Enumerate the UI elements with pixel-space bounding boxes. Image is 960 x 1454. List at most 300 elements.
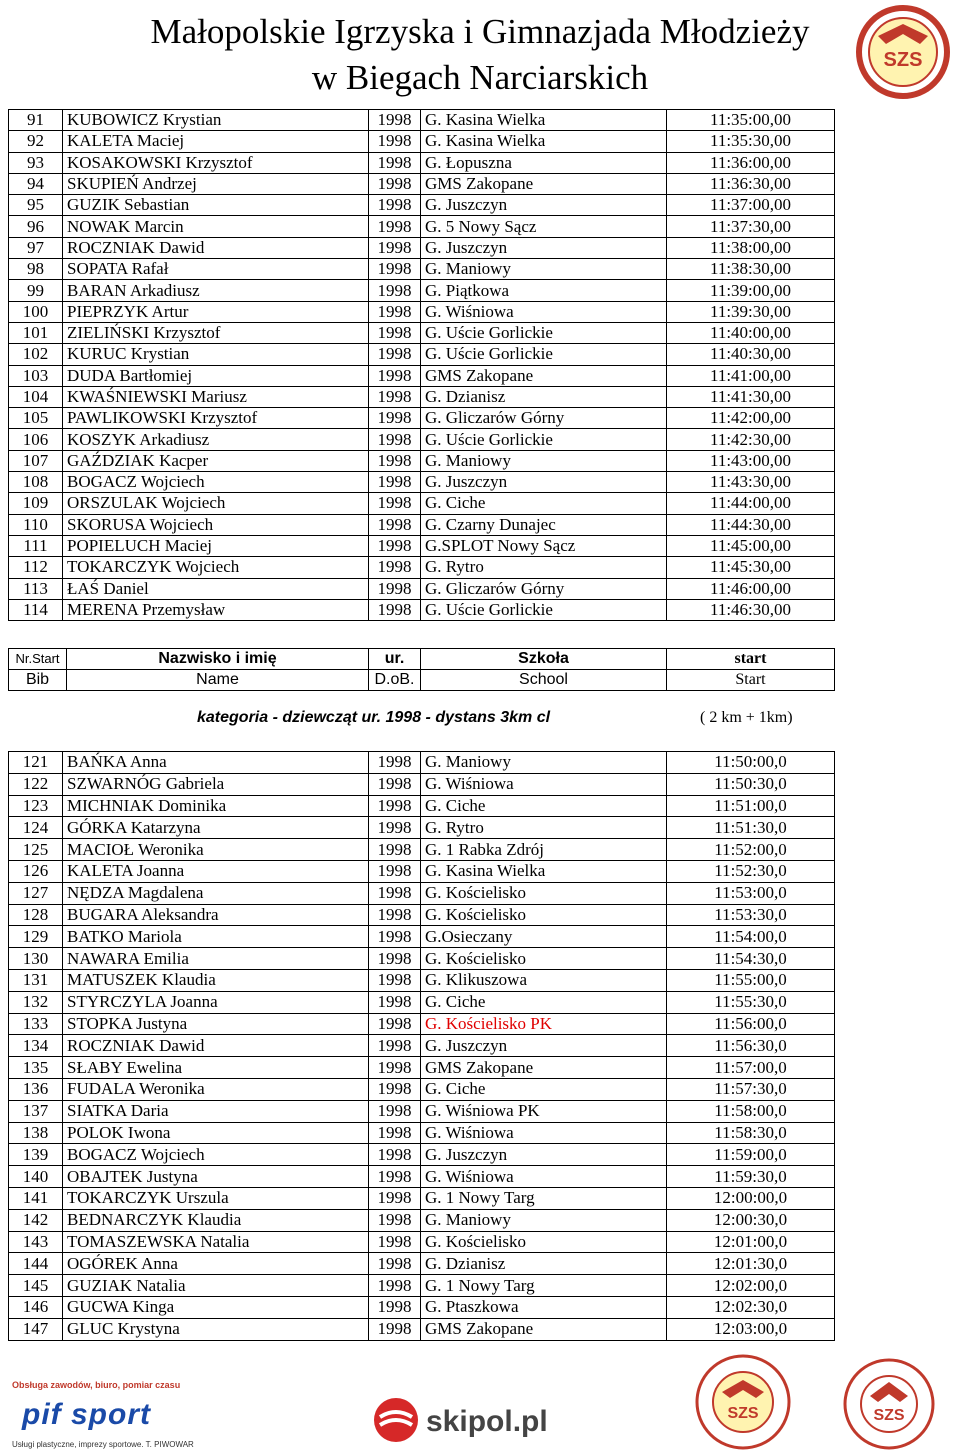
year-cell: 1998 bbox=[369, 773, 421, 795]
school-cell: G. Klikuszowa bbox=[421, 969, 667, 991]
bib-cell: 123 bbox=[9, 795, 63, 817]
school-cell: G. Wiśniowa bbox=[421, 301, 667, 322]
name-cell: OBAJTEK Justyna bbox=[63, 1166, 369, 1188]
school-cell: G. Ciche bbox=[421, 991, 667, 1013]
bib-cell: 97 bbox=[9, 237, 63, 258]
year-cell: 1998 bbox=[369, 493, 421, 514]
year-cell: 1998 bbox=[369, 1144, 421, 1166]
table-row bbox=[9, 301, 835, 322]
bib-cell: 127 bbox=[9, 882, 63, 904]
header-start-en: Start bbox=[667, 670, 835, 691]
bib-cell: 108 bbox=[9, 472, 63, 493]
school-cell: G. Juszczyn bbox=[421, 1144, 667, 1166]
name-cell: BAŃKA Anna bbox=[63, 752, 369, 774]
bib-cell: 139 bbox=[9, 1144, 63, 1166]
name-cell: KOSZYK Arkadiusz bbox=[63, 429, 369, 450]
table-row bbox=[9, 110, 835, 131]
year-cell: 1998 bbox=[369, 882, 421, 904]
school-cell: G. Uście Gorlickie bbox=[421, 429, 667, 450]
school-cell: G. Łopuszna bbox=[421, 152, 667, 173]
pif-sport-subtitle: Usługi plastyczne, imprezy sportowe. T. PIWOWAR bbox=[12, 1440, 194, 1449]
bib-cell: 128 bbox=[9, 904, 63, 926]
bib-cell: 101 bbox=[9, 322, 63, 343]
start-time-cell: 11:56:30,0 bbox=[667, 1035, 835, 1057]
year-cell: 1998 bbox=[369, 1057, 421, 1079]
table-row bbox=[9, 322, 835, 343]
name-cell: STOPKA Justyna bbox=[63, 1013, 369, 1035]
school-cell: G. Ciche bbox=[421, 493, 667, 514]
year-cell: 1998 bbox=[369, 1209, 421, 1231]
table-row bbox=[9, 1057, 835, 1079]
year-cell: 1998 bbox=[369, 752, 421, 774]
year-cell: 1998 bbox=[369, 1231, 421, 1253]
name-cell: BEDNARCZYK Klaudia bbox=[63, 1209, 369, 1231]
year-cell: 1998 bbox=[369, 408, 421, 429]
school-cell: G. 5 Nowy Sącz bbox=[421, 216, 667, 237]
start-time-cell: 11:54:00,0 bbox=[667, 926, 835, 948]
table-row bbox=[9, 216, 835, 237]
year-cell: 1998 bbox=[369, 599, 421, 620]
bib-cell: 96 bbox=[9, 216, 63, 237]
table-row bbox=[9, 259, 835, 280]
table-row bbox=[9, 773, 835, 795]
bib-cell: 132 bbox=[9, 991, 63, 1013]
table-row bbox=[9, 1318, 835, 1340]
name-cell: MATUSZEK Klaudia bbox=[63, 969, 369, 991]
name-cell: TOKARCZYK Wojciech bbox=[63, 557, 369, 578]
year-cell: 1998 bbox=[369, 860, 421, 882]
table-row bbox=[9, 344, 835, 365]
bib-cell: 94 bbox=[9, 173, 63, 194]
table-row bbox=[9, 557, 835, 578]
year-cell: 1998 bbox=[369, 216, 421, 237]
name-cell: GUZIAK Natalia bbox=[63, 1275, 369, 1297]
start-time-cell: 11:46:00,00 bbox=[667, 578, 835, 599]
table-row bbox=[9, 131, 835, 152]
start-time-cell: 11:51:00,0 bbox=[667, 795, 835, 817]
name-cell: DUDA Bartłomiej bbox=[63, 365, 369, 386]
start-time-cell: 11:53:30,0 bbox=[667, 904, 835, 926]
start-time-cell: 11:59:30,0 bbox=[667, 1166, 835, 1188]
table-row bbox=[9, 578, 835, 599]
school-cell: G. Kasina Wielka bbox=[421, 860, 667, 882]
year-cell: 1998 bbox=[369, 1275, 421, 1297]
header-name-en: Name bbox=[67, 670, 369, 691]
table-row bbox=[9, 1231, 835, 1253]
start-time-cell: 11:43:00,00 bbox=[667, 450, 835, 471]
table-row bbox=[9, 450, 835, 471]
year-cell: 1998 bbox=[369, 904, 421, 926]
table-row bbox=[9, 795, 835, 817]
start-time-cell: 11:56:00,0 bbox=[667, 1013, 835, 1035]
start-time-cell: 12:02:30,0 bbox=[667, 1296, 835, 1318]
results-table-boys bbox=[8, 109, 835, 621]
szs-badge-right bbox=[826, 1352, 952, 1452]
start-time-cell: 11:54:30,0 bbox=[667, 948, 835, 970]
table-row bbox=[9, 493, 835, 514]
school-cell: G. Dzianisz bbox=[421, 386, 667, 407]
bib-cell: 114 bbox=[9, 599, 63, 620]
school-cell: G. Ciche bbox=[421, 795, 667, 817]
school-cell: G. Maniowy bbox=[421, 752, 667, 774]
name-cell: ŁAŚ Daniel bbox=[63, 578, 369, 599]
year-cell: 1998 bbox=[369, 1296, 421, 1318]
start-time-cell: 11:45:30,00 bbox=[667, 557, 835, 578]
year-cell: 1998 bbox=[369, 926, 421, 948]
table-row bbox=[9, 926, 835, 948]
year-cell: 1998 bbox=[369, 344, 421, 365]
start-time-cell: 11:46:30,00 bbox=[667, 599, 835, 620]
name-cell: PIEPRZYK Artur bbox=[63, 301, 369, 322]
table-row bbox=[9, 472, 835, 493]
bib-cell: 138 bbox=[9, 1122, 63, 1144]
start-time-cell: 12:00:00,0 bbox=[667, 1187, 835, 1209]
start-time-cell: 12:03:00,0 bbox=[667, 1318, 835, 1340]
start-time-cell: 11:37:30,00 bbox=[667, 216, 835, 237]
year-cell: 1998 bbox=[369, 1100, 421, 1122]
school-cell: G. Ciche bbox=[421, 1078, 667, 1100]
table-row bbox=[9, 817, 835, 839]
bib-cell: 142 bbox=[9, 1209, 63, 1231]
category-label: kategoria - dziewcząt ur. 1998 - dystans 3km cl bbox=[197, 709, 551, 726]
table-row bbox=[9, 408, 835, 429]
year-cell: 1998 bbox=[369, 1013, 421, 1035]
school-cell: G. Maniowy bbox=[421, 1209, 667, 1231]
start-time-cell: 11:52:30,0 bbox=[667, 860, 835, 882]
name-cell: POLOK Iwona bbox=[63, 1122, 369, 1144]
name-cell: KURUC Krystian bbox=[63, 344, 369, 365]
table-row bbox=[9, 752, 835, 774]
year-cell: 1998 bbox=[369, 1253, 421, 1275]
start-time-cell: 11:44:30,00 bbox=[667, 514, 835, 535]
bib-cell: 136 bbox=[9, 1078, 63, 1100]
results-table-girls bbox=[8, 751, 835, 1341]
table-row bbox=[9, 1209, 835, 1231]
bib-cell: 124 bbox=[9, 817, 63, 839]
name-cell: TOMASZEWSKA Natalia bbox=[63, 1231, 369, 1253]
bib-cell: 137 bbox=[9, 1100, 63, 1122]
bib-cell: 100 bbox=[9, 301, 63, 322]
year-cell: 1998 bbox=[369, 301, 421, 322]
school-cell: G. Uście Gorlickie bbox=[421, 322, 667, 343]
table-row bbox=[9, 1253, 835, 1275]
school-cell: G. Wiśniowa bbox=[421, 1166, 667, 1188]
start-time-cell: 11:40:30,00 bbox=[667, 344, 835, 365]
start-time-cell: 11:50:00,0 bbox=[667, 752, 835, 774]
year-cell: 1998 bbox=[369, 152, 421, 173]
year-cell: 1998 bbox=[369, 429, 421, 450]
table-row bbox=[9, 948, 835, 970]
table-row bbox=[9, 1078, 835, 1100]
name-cell: SKORUSA Wojciech bbox=[63, 514, 369, 535]
name-cell: GUCWA Kinga bbox=[63, 1296, 369, 1318]
start-time-cell: 11:35:00,00 bbox=[667, 110, 835, 131]
table-row bbox=[9, 860, 835, 882]
school-cell: G. Juszczyn bbox=[421, 472, 667, 493]
start-time-cell: 11:58:00,0 bbox=[667, 1100, 835, 1122]
bib-cell: 111 bbox=[9, 535, 63, 556]
table-row bbox=[9, 882, 835, 904]
year-cell: 1998 bbox=[369, 557, 421, 578]
bib-cell: 121 bbox=[9, 752, 63, 774]
bib-cell: 109 bbox=[9, 493, 63, 514]
name-cell: ROCZNIAK Dawid bbox=[63, 1035, 369, 1057]
year-cell: 1998 bbox=[369, 839, 421, 861]
start-time-cell: 11:36:00,00 bbox=[667, 152, 835, 173]
name-cell: KALETA Maciej bbox=[63, 131, 369, 152]
pif-sport-logo: pif sport bbox=[22, 1398, 151, 1431]
start-time-cell: 11:44:00,00 bbox=[667, 493, 835, 514]
table-row bbox=[9, 237, 835, 258]
bib-cell: 103 bbox=[9, 365, 63, 386]
year-cell: 1998 bbox=[369, 195, 421, 216]
school-cell: G. Czarny Dunajec bbox=[421, 514, 667, 535]
bib-cell: 125 bbox=[9, 839, 63, 861]
year-cell: 1998 bbox=[369, 1122, 421, 1144]
bib-cell: 135 bbox=[9, 1057, 63, 1079]
school-cell: G. Dzianisz bbox=[421, 1253, 667, 1275]
column-header-row-pl bbox=[9, 649, 835, 670]
school-cell: G. Kościelisko bbox=[421, 904, 667, 926]
name-cell: ZIELIŃSKI Krzysztof bbox=[63, 322, 369, 343]
year-cell: 1998 bbox=[369, 280, 421, 301]
szs-badge-left bbox=[680, 1348, 806, 1452]
school-cell: GMS Zakopane bbox=[421, 1057, 667, 1079]
name-cell: KUBOWICZ Krystian bbox=[63, 110, 369, 131]
table-row bbox=[9, 991, 835, 1013]
table-row bbox=[9, 365, 835, 386]
bib-cell: 99 bbox=[9, 280, 63, 301]
year-cell: 1998 bbox=[369, 173, 421, 194]
name-cell: GÓRKA Katarzyna bbox=[63, 817, 369, 839]
bib-cell: 106 bbox=[9, 429, 63, 450]
bib-cell: 92 bbox=[9, 131, 63, 152]
bib-cell: 107 bbox=[9, 450, 63, 471]
start-time-cell: 11:41:30,00 bbox=[667, 386, 835, 407]
school-cell: G.SPLOT Nowy Sącz bbox=[421, 535, 667, 556]
start-time-cell: 12:00:30,0 bbox=[667, 1209, 835, 1231]
name-cell: BARAN Arkadiusz bbox=[63, 280, 369, 301]
school-cell: G. Wiśniowa PK bbox=[421, 1100, 667, 1122]
year-cell: 1998 bbox=[369, 1078, 421, 1100]
header-dob-en: D.oB. bbox=[369, 670, 421, 691]
start-time-cell: 11:50:30,0 bbox=[667, 773, 835, 795]
year-cell: 1998 bbox=[369, 1187, 421, 1209]
table-row bbox=[9, 152, 835, 173]
school-cell: GMS Zakopane bbox=[421, 173, 667, 194]
name-cell: MACIOŁ Weronika bbox=[63, 839, 369, 861]
year-cell: 1998 bbox=[369, 817, 421, 839]
start-time-cell: 11:52:00,0 bbox=[667, 839, 835, 861]
year-cell: 1998 bbox=[369, 322, 421, 343]
school-cell: G. Kościelisko PK bbox=[421, 1013, 667, 1035]
school-cell: G. Kasina Wielka bbox=[421, 110, 667, 131]
year-cell: 1998 bbox=[369, 386, 421, 407]
badge-left-text: SZS bbox=[727, 1405, 759, 1422]
name-cell: BUGARA Aleksandra bbox=[63, 904, 369, 926]
header-bib-pl: Nr.Start bbox=[9, 649, 67, 670]
bib-cell: 104 bbox=[9, 386, 63, 407]
school-cell: G. Uście Gorlickie bbox=[421, 599, 667, 620]
bib-cell: 112 bbox=[9, 557, 63, 578]
skipol-logo-text: skipol.pl bbox=[426, 1405, 548, 1438]
table-row bbox=[9, 1187, 835, 1209]
start-time-cell: 11:59:00,0 bbox=[667, 1144, 835, 1166]
bib-cell: 102 bbox=[9, 344, 63, 365]
table-row bbox=[9, 969, 835, 991]
school-cell: G. Kościelisko bbox=[421, 948, 667, 970]
year-cell: 1998 bbox=[369, 237, 421, 258]
name-cell: TOKARCZYK Urszula bbox=[63, 1187, 369, 1209]
year-cell: 1998 bbox=[369, 795, 421, 817]
name-cell: PAWLIKOWSKI Krzysztof bbox=[63, 408, 369, 429]
year-cell: 1998 bbox=[369, 514, 421, 535]
school-cell: G. Wiśniowa bbox=[421, 773, 667, 795]
school-cell: G. Juszczyn bbox=[421, 1035, 667, 1057]
table-row bbox=[9, 173, 835, 194]
school-cell: G. Juszczyn bbox=[421, 195, 667, 216]
year-cell: 1998 bbox=[369, 535, 421, 556]
start-time-cell: 11:38:30,00 bbox=[667, 259, 835, 280]
table-row bbox=[9, 514, 835, 535]
year-cell: 1998 bbox=[369, 1166, 421, 1188]
start-time-cell: 11:57:30,0 bbox=[667, 1078, 835, 1100]
pif-sport-note: Obsługa zawodów, biuro, pomiar czasu bbox=[12, 1380, 181, 1390]
table-row bbox=[9, 1296, 835, 1318]
school-cell: GMS Zakopane bbox=[421, 1318, 667, 1340]
name-cell: SIATKA Daria bbox=[63, 1100, 369, 1122]
table-row bbox=[9, 535, 835, 556]
name-cell: SOPATA Rafał bbox=[63, 259, 369, 280]
bib-cell: 146 bbox=[9, 1296, 63, 1318]
school-cell: G. Maniowy bbox=[421, 259, 667, 280]
page-title-line2: w Biegach Narciarskich bbox=[311, 58, 649, 97]
table-row bbox=[9, 904, 835, 926]
bib-cell: 147 bbox=[9, 1318, 63, 1340]
name-cell: GLUC Krystyna bbox=[63, 1318, 369, 1340]
name-cell: STYRCZYLA Joanna bbox=[63, 991, 369, 1013]
name-cell: NOWAK Marcin bbox=[63, 216, 369, 237]
name-cell: SZWARNÓG Gabriela bbox=[63, 773, 369, 795]
name-cell: BOGACZ Wojciech bbox=[63, 1144, 369, 1166]
start-time-cell: 11:39:30,00 bbox=[667, 301, 835, 322]
school-cell: G. 1 Rabka Zdrój bbox=[421, 839, 667, 861]
bib-cell: 113 bbox=[9, 578, 63, 599]
year-cell: 1998 bbox=[369, 365, 421, 386]
table-row bbox=[9, 1144, 835, 1166]
header-school-pl: Szkoła bbox=[421, 649, 667, 670]
bib-cell: 122 bbox=[9, 773, 63, 795]
bib-cell: 131 bbox=[9, 969, 63, 991]
name-cell: ORSZULAK Wojciech bbox=[63, 493, 369, 514]
bib-cell: 145 bbox=[9, 1275, 63, 1297]
header-school-en: School bbox=[421, 670, 667, 691]
name-cell: ROCZNIAK Dawid bbox=[63, 237, 369, 258]
start-time-cell: 12:01:00,0 bbox=[667, 1231, 835, 1253]
name-cell: BATKO Mariola bbox=[63, 926, 369, 948]
year-cell: 1998 bbox=[369, 259, 421, 280]
start-time-cell: 11:53:00,0 bbox=[667, 882, 835, 904]
start-time-cell: 11:40:00,00 bbox=[667, 322, 835, 343]
school-cell: G. Rytro bbox=[421, 557, 667, 578]
column-header-row-en bbox=[9, 670, 835, 691]
school-cell: G. Ptaszkowa bbox=[421, 1296, 667, 1318]
bib-cell: 98 bbox=[9, 259, 63, 280]
school-cell: GMS Zakopane bbox=[421, 365, 667, 386]
name-cell: NAWARA Emilia bbox=[63, 948, 369, 970]
year-cell: 1998 bbox=[369, 472, 421, 493]
table-row bbox=[9, 195, 835, 216]
start-time-cell: 11:41:00,00 bbox=[667, 365, 835, 386]
table-row bbox=[9, 599, 835, 620]
year-cell: 1998 bbox=[369, 131, 421, 152]
name-cell: FUDALA Weronika bbox=[63, 1078, 369, 1100]
bib-cell: 133 bbox=[9, 1013, 63, 1035]
start-time-cell: 11:57:00,0 bbox=[667, 1057, 835, 1079]
year-cell: 1998 bbox=[369, 948, 421, 970]
start-time-cell: 11:42:00,00 bbox=[667, 408, 835, 429]
school-cell: G. Gliczarów Górny bbox=[421, 408, 667, 429]
name-cell: POPIELUCH Maciej bbox=[63, 535, 369, 556]
year-cell: 1998 bbox=[369, 1318, 421, 1340]
start-time-cell: 11:58:30,0 bbox=[667, 1122, 835, 1144]
school-cell: G. Juszczyn bbox=[421, 237, 667, 258]
name-cell: MICHNIAK Dominika bbox=[63, 795, 369, 817]
start-time-cell: 11:42:30,00 bbox=[667, 429, 835, 450]
szs-logo-top bbox=[848, 4, 958, 100]
table-row bbox=[9, 280, 835, 301]
school-cell: G. Maniowy bbox=[421, 450, 667, 471]
school-cell: G. Piątkowa bbox=[421, 280, 667, 301]
table-row bbox=[9, 1035, 835, 1057]
bib-cell: 130 bbox=[9, 948, 63, 970]
bib-cell: 141 bbox=[9, 1187, 63, 1209]
bib-cell: 140 bbox=[9, 1166, 63, 1188]
school-cell: G. Kościelisko bbox=[421, 1231, 667, 1253]
name-cell: KOSAKOWSKI Krzysztof bbox=[63, 152, 369, 173]
page-title-line1: Małopolskie Igrzyska i Gimnazjada Młodzieży bbox=[150, 12, 810, 51]
header-bib-en: Bib bbox=[9, 670, 67, 691]
start-time-cell: 11:35:30,00 bbox=[667, 131, 835, 152]
table-row bbox=[9, 839, 835, 861]
year-cell: 1998 bbox=[369, 1035, 421, 1057]
year-cell: 1998 bbox=[369, 450, 421, 471]
school-cell: G. Kasina Wielka bbox=[421, 131, 667, 152]
table-row bbox=[9, 1122, 835, 1144]
table-row bbox=[9, 1100, 835, 1122]
distance-note: ( 2 km + 1km) bbox=[700, 709, 793, 726]
bib-cell: 105 bbox=[9, 408, 63, 429]
year-cell: 1998 bbox=[369, 578, 421, 599]
name-cell: GUZIK Sebastian bbox=[63, 195, 369, 216]
school-cell: G. 1 Nowy Targ bbox=[421, 1187, 667, 1209]
school-cell: G.Osieczany bbox=[421, 926, 667, 948]
bib-cell: 126 bbox=[9, 860, 63, 882]
school-cell: G. Uście Gorlickie bbox=[421, 344, 667, 365]
start-time-cell: 11:37:00,00 bbox=[667, 195, 835, 216]
year-cell: 1998 bbox=[369, 110, 421, 131]
start-time-cell: 11:55:30,0 bbox=[667, 991, 835, 1013]
name-cell: OGÓREK Anna bbox=[63, 1253, 369, 1275]
name-cell: GAŹDZIAK Kacper bbox=[63, 450, 369, 471]
school-cell: G. Wiśniowa bbox=[421, 1122, 667, 1144]
year-cell: 1998 bbox=[369, 969, 421, 991]
year-cell: 1998 bbox=[369, 991, 421, 1013]
start-time-cell: 11:38:00,00 bbox=[667, 237, 835, 258]
skipol-logo bbox=[372, 1395, 592, 1445]
start-time-cell: 11:36:30,00 bbox=[667, 173, 835, 194]
name-cell: KALETA Joanna bbox=[63, 860, 369, 882]
